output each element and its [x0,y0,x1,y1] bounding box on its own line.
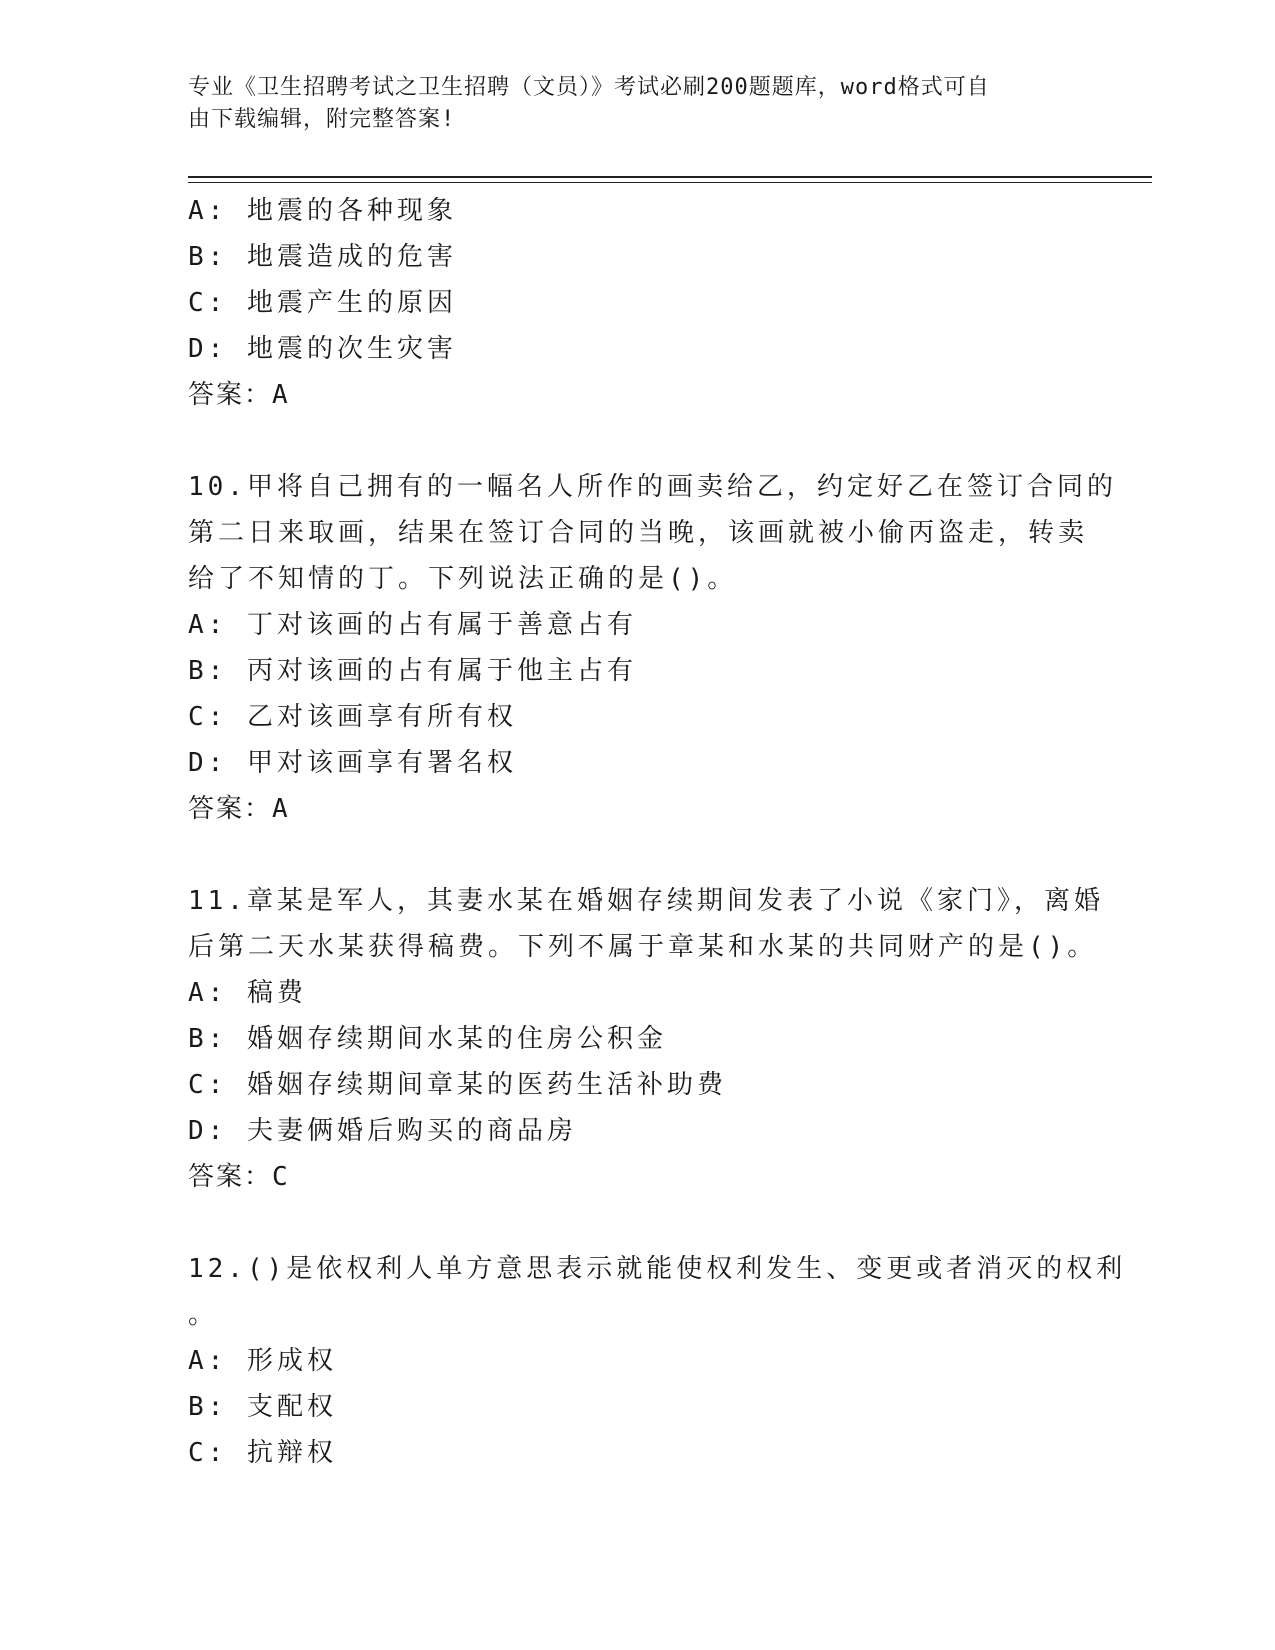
question-11-stem-line-2: 后第二天水某获得稿费。下列不属于章某和水某的共同财产的是()。 [188,932,1098,962]
spacer [188,1200,1088,1246]
question-12-option-c: C: 抗辩权 [188,1438,337,1468]
question-12-block [188,1246,1127,1476]
question-10-option-d: D: 甲对该画享有署名权 [188,748,517,778]
spacer [188,418,1088,464]
question-9-option-d: D: 地震的次生灾害 [188,334,457,364]
header-divider [188,176,1152,183]
question-10-answer: 答案：A [188,794,290,824]
question-12-stem-line-2: 。 [188,1300,219,1330]
question-11-block [188,878,1104,1200]
question-9-block [188,188,1088,418]
question-12-stem-line-1: 12.()是依权利人单方意思表示就能使权利发生、变更或者消灭的权利 [188,1254,1127,1284]
question-11-stem-line-1: 11.章某是军人，其妻水某在婚姻存续期间发表了小说《家门》，离婚 [188,886,1104,916]
spacer [188,832,1088,878]
question-12-option-b: B: 支配权 [188,1392,337,1422]
question-10-option-b: B: 丙对该画的占有属于他主占有 [188,656,637,686]
document-header [188,72,1068,136]
question-11-option-d: D: 夫妻俩婚后购买的商品房 [188,1116,577,1146]
question-10-option-a: A: 丁对该画的占有属于善意占有 [188,610,637,640]
question-12-option-a: A: 形成权 [188,1346,337,1376]
question-10-block [188,464,1117,832]
question-11-option-a: A: 稿费 [188,978,307,1008]
question-10-stem-line-2: 第二日来取画，结果在签订合同的当晚，该画就被小偷丙盗走，转卖 [188,518,1089,548]
question-9-answer: 答案：A [188,380,290,410]
question-10-stem-line-3: 给了不知情的丁。下列说法正确的是()。 [188,564,738,594]
question-11-option-b: B: 婚姻存续期间水某的住房公积金 [188,1024,667,1054]
question-9-option-b: B: 地震造成的危害 [188,242,457,272]
question-content [188,188,1127,1476]
question-11-answer: 答案：C [188,1162,290,1192]
header-line-2: 由下载编辑，附完整答案! [188,107,456,132]
question-11-option-c: C: 婚姻存续期间章某的医药生活补助费 [188,1070,727,1100]
question-10-option-c: C: 乙对该画享有所有权 [188,702,517,732]
question-9-option-c: C: 地震产生的原因 [188,288,457,318]
question-9-option-a: A: 地震的各种现象 [188,196,457,226]
question-10-stem-line-1: 10.甲将自己拥有的一幅名人所作的画卖给乙，约定好乙在签订合同的 [188,472,1117,502]
header-line-1: 专业《卫生招聘考试之卫生招聘（文员）》考试必刷200题题库，word格式可自 [188,75,990,100]
